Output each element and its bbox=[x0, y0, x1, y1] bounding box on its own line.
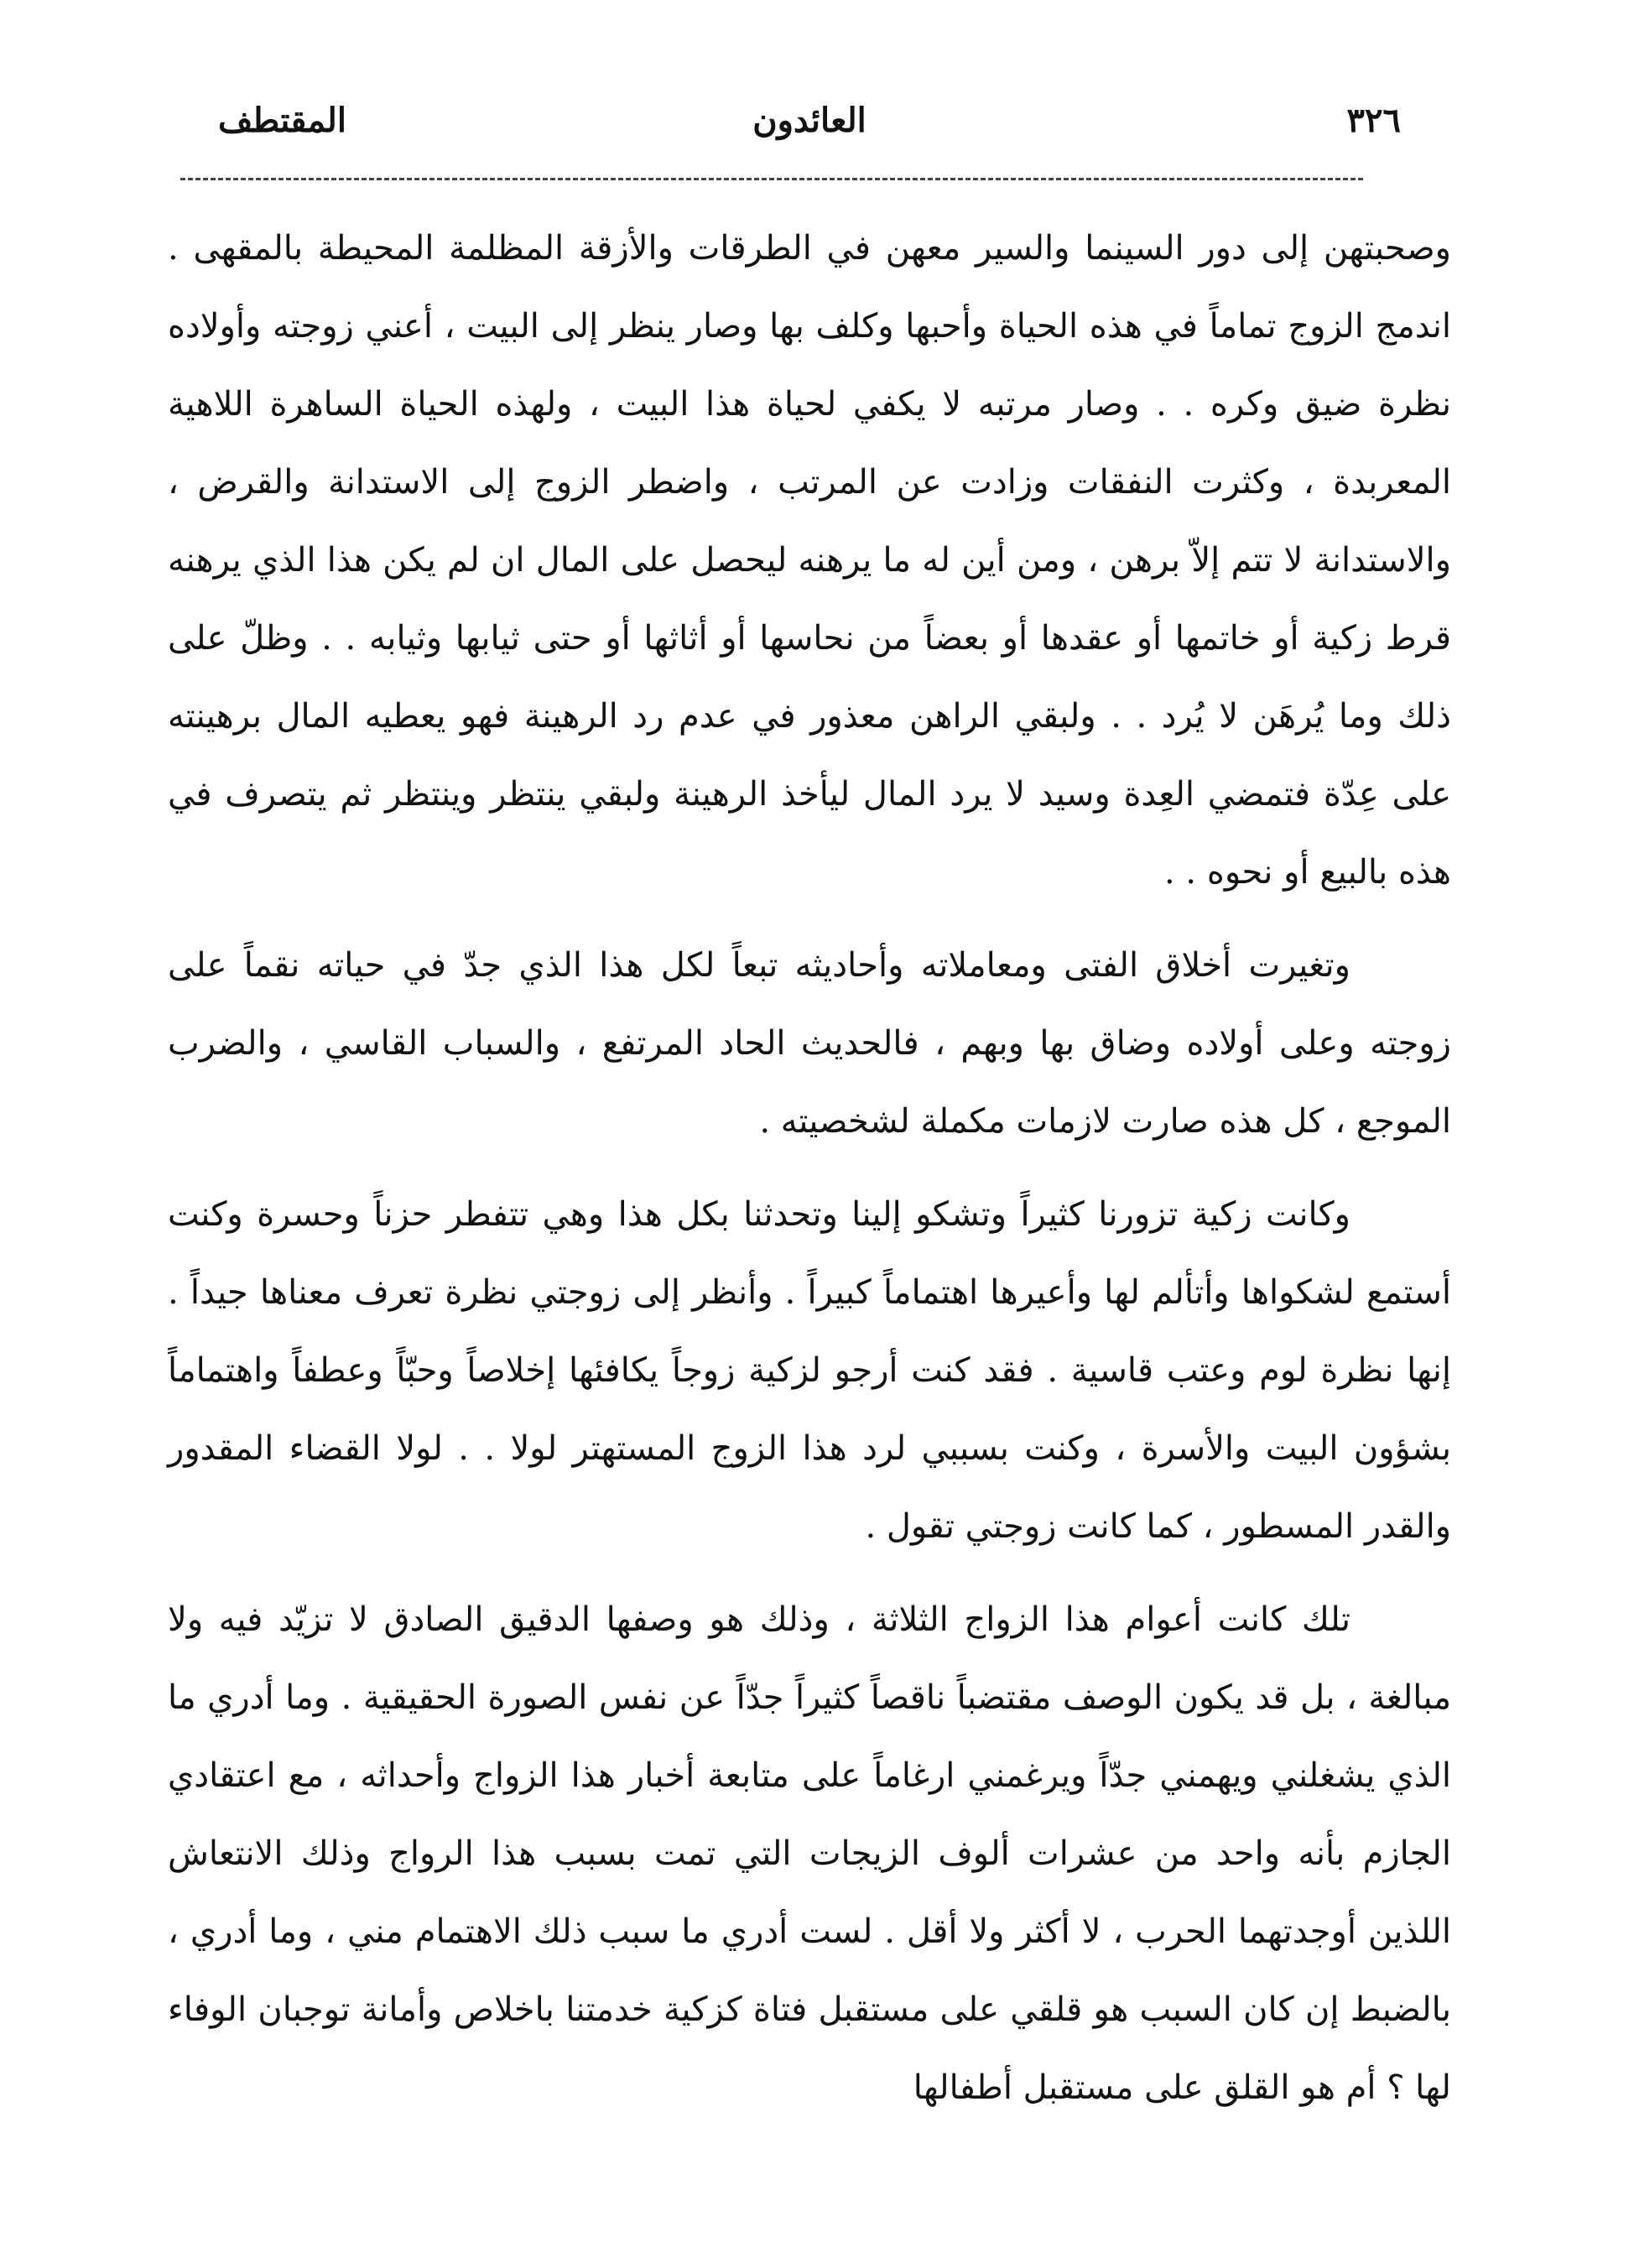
page-number: ٣٢٦ bbox=[1346, 100, 1401, 140]
journal-name: المقتطف bbox=[218, 100, 346, 140]
paragraph: وكانت زكية تزورنا كثيراً وتشكو إلينا وتحدثنا بكل هذا وهي تتفطر حزناً وحسرة وكنت أستمع لشكواها وأتألم لها وأعيرها اهتماماً كبيراً . وأنظر إلى زوجتي نظرة تعرف معناها جيداً . إنها نظرة لوم وعتب قاسية . فقد كنت أرجو لزكية زوجاً يكافئها إخلاصاً وحبّاً وعطفاً واهتماماً بشؤون البيت والأسرة ، وكنت بسببي لرد هذا الزوج المستهتر لولا . . لولا القضاء المقدور والقدر المسطور ، كما كانت زوجتي تقول . bbox=[168, 1195, 1451, 1546]
paragraph: وتغيرت أخلاق الفتى ومعاملاته وأحاديثه تبعاً لكل هذا الذي جدّ في حياته نقماً على زوجته وعلى أولاده وضاق بها وبهم ، فالحديث الحاد المرتفع ، والسباب القاسي ، والضرب الموجع ، كل هذه صارت لازمات مكملة لشخصيته . bbox=[168, 946, 1451, 1141]
header-divider bbox=[180, 178, 1363, 180]
paragraph: وصحبتهن إلى دور السينما والسير معهن في الطرقات والأزقة المظلمة المحيطة بالمقهى . اندمج الزوج تماماً في هذه الحياة وأحبها وكلف بها وصار ينظر إلى البيت ، أعني زوجته وأولاده نظرة ضيق وكره . . وصار مرتبه لا يكفي لحياة هذا البيت ، ولهذه الحياة الساهرة اللاهية المعربدة ، وكثرت النفقات وزادت عن المرتب ، واضطر الزوج إلى الاستدانة والقرض ، والاستدانة لا تتم إلاّ برهن ، ومن أين له ما يرهنه ليحصل على المال ان لم يكن هذا الذي يرهنه قرط زكية أو خاتمها أو عقدها أو بعضاً من نحاسها أو أثاثها أو حتى ثيابها وثيابه . . وظلّ على ذلك وما يُرهَن لا يُرد . . ولبقي الراهن معذور في عدم رد الرهينة فهو يعطيه المال برهينته على عِدّة فتمضي العِدة وسيد لا يرد المال ليأخذ الرهينة ولبقي ينتظر وينتظر ثم يتصرف في هذه بالبيع أو نحوه . . bbox=[168, 229, 1451, 892]
paragraph: تلك كانت أعوام هذا الزواج الثلاثة ، وذلك هو وصفها الدقيق الصادق لا تزيّد فيه ولا مبالغة ، بل قد يكون الوصف مقتضباً ناقصاً كثيراً جدّاً عن نفس الصورة الحقيقية . وما أدري ما الذي يشغلني ويهمني جدّاً ويرغمني ارغاماً على متابعة أخبار هذا الزواج وأحداثه ، مع اعتقادي الجازم بأنه واحد من عشرات ألوف الزيجات التي تمت بسبب هذا الرواج وذلك الانتعاش اللذين أوجدتهما الحرب ، لا أكثر ولا أقل . لست أدري ما سبب ذلك الاهتمام مني ، وما أدري ، بالضبط إن كان السبب هو قلقي على مستقبل فتاة كزكية خدمتنا باخلاص وأمانة توجبان الوفاء لها ؟ أم هو القلق على مستقبل أطفالها bbox=[168, 1600, 1451, 2107]
body-text bbox=[168, 210, 1451, 2127]
running-header bbox=[218, 91, 1401, 149]
chapter-title: العائدون bbox=[752, 100, 866, 140]
